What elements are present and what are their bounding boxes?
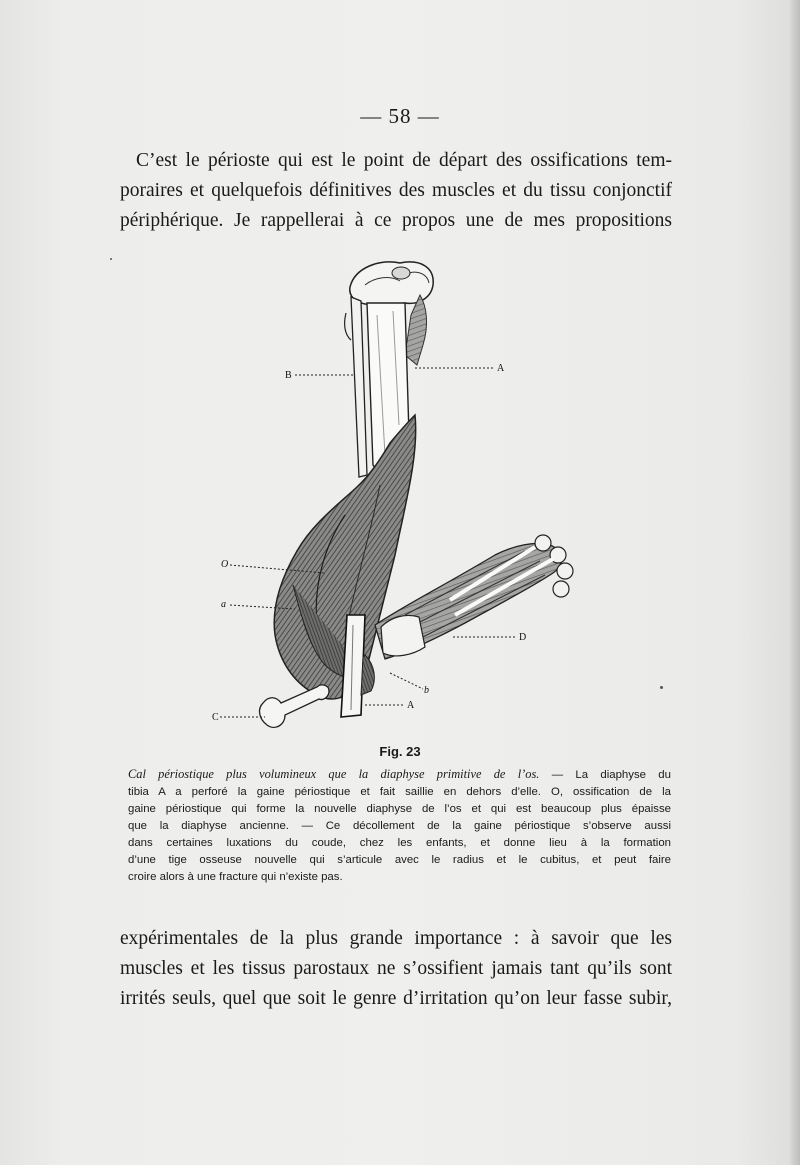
- label-a-lower: a: [221, 599, 226, 610]
- paragraph-line: périphérique. Je rappellerai à ce propos une de mes propositions: [120, 210, 672, 231]
- detached-bone-fragment: [260, 685, 329, 727]
- paper-speck: [110, 258, 112, 260]
- figure-label: Fig. 23: [379, 744, 421, 759]
- figure-caption: [128, 766, 671, 886]
- label-b-lower: b: [424, 685, 429, 696]
- paragraph-line: C’est le périoste qui est le point de départ des ossifications tem-: [136, 150, 672, 171]
- label-a-bottom: A: [407, 700, 415, 711]
- paragraph-top: [120, 146, 672, 236]
- label-d: D: [519, 632, 527, 643]
- paragraph-line: poraires et quelquefois définitives des muscles et du tissu conjonctif: [120, 180, 672, 201]
- caption-line: que la diaphyse ancienne. — Ce décollement de la gaine périostique s’observe aussi: [128, 820, 671, 832]
- paragraph-bottom: [120, 924, 672, 1014]
- label-b-upper: B: [285, 370, 292, 381]
- anatomical-figure: [205, 255, 600, 740]
- caption-line: croire alors à une fracture qui n’existe pas.: [128, 871, 343, 883]
- caption-line: [128, 766, 671, 784]
- caption-line: gaine périostique qui forme la nouvelle diaphyse de l’os et qui est beaucoup plus épaisse: [128, 803, 671, 815]
- paragraph-line: irrités seuls, quel que soit le genre d’irritation qu’on leur fasse subir,: [120, 988, 672, 1009]
- caption-title: Cal périostique plus volumineux que la diaphyse primitive de l’os.: [128, 767, 540, 781]
- paragraph-line: expérimentales de la plus grande importance : à savoir que les: [120, 928, 672, 949]
- label-c: C: [212, 712, 219, 723]
- fibula-bone: [345, 297, 367, 477]
- label-o: O: [221, 559, 229, 570]
- caption-line: dans certaines luxations du coude, chez les enfants, et donne lieu à la formation: [128, 837, 671, 849]
- paragraph-line: muscles et les tissus parostaux ne s’ossifient jamais tant qu’ils sont: [120, 958, 672, 979]
- paper-speck: [660, 686, 663, 689]
- page-edge-shadow: [790, 0, 800, 1165]
- label-a-upper: A: [497, 363, 505, 374]
- caption-line: tibia A a perforé la gaine périostique et fait saillie en dehors d’elle. O, ossification de la: [128, 786, 671, 798]
- caption-line: d’une tige osseuse nouvelle qui s’articule avec le radius et le cubitus, et peut faire: [128, 854, 671, 866]
- page-number: — 58 —: [360, 104, 440, 128]
- tibia-illustration: [205, 255, 600, 740]
- caption-title-rest: — La diaphyse du: [539, 769, 671, 781]
